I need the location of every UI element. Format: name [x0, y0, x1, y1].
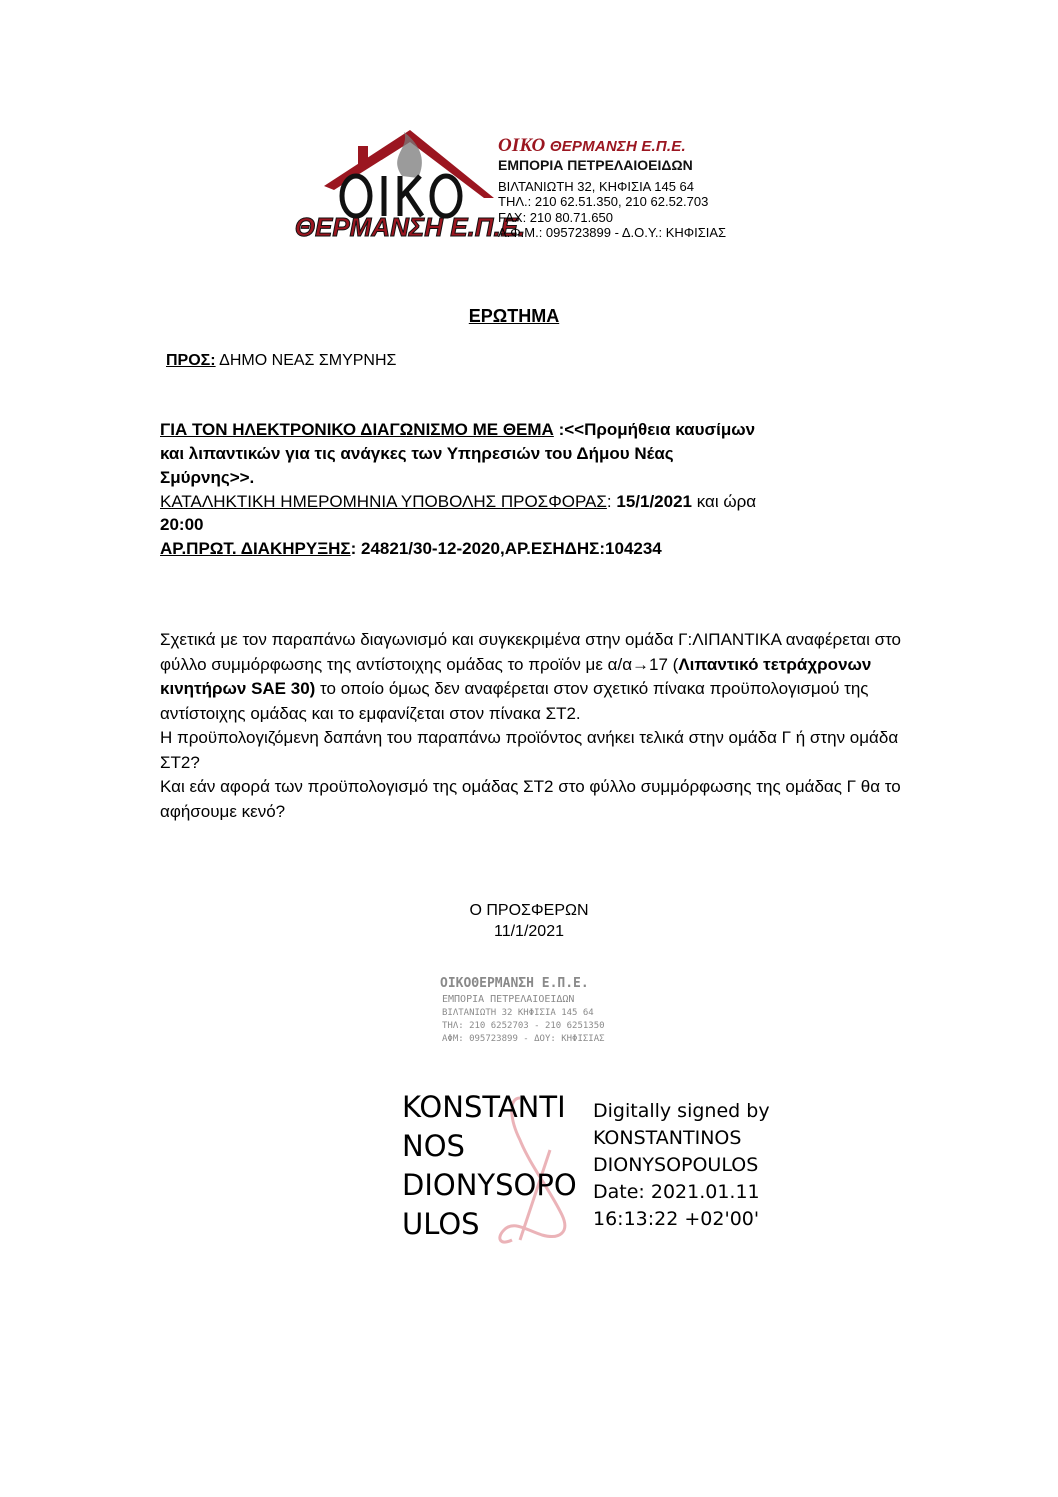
letterhead-fax: FAX: 210 80.71.650	[498, 210, 613, 225]
stamp-line-4: ΤΗΛ: 210 6252703 - 210 6251350	[442, 1021, 605, 1031]
body-paragraph-3: Και εάν αφορά των προϋπολογισμό της ομάδας ΣΤ2 στο φύλλο συμμόρφωσης της ομάδας Γ θα το αφήσουμε κενό?	[160, 777, 901, 821]
letterhead-business: ΕΜΠΟΡΙΑ ΠΕΤΡΕΛΑΙΟΕΙΔΩΝ	[498, 157, 693, 173]
subject-label: ΓΙΑ ΤΟΝ ΗΛΕΚΤΡΟΝΙΚΟ ΔΙΑΓΩΝΙΣΜΟ ΜΕ ΘΕΜΑ	[160, 420, 554, 439]
letterhead-phone: ΤΗΛ.: 210 62.51.350, 210 62.52.703	[498, 194, 709, 209]
signer-name-line: ULOS	[402, 1207, 480, 1241]
signature-info	[593, 1098, 770, 1233]
subject-sep: :	[553, 420, 565, 439]
body-p1-end: το οποίο όμως δεν αναφέρεται στον σχετικό πίνακα προϋπολογισμού της αντίστοιχης ομάδας και το εμφανίζεται στον πίνακα ΣΤ2.	[160, 679, 869, 723]
subject-line-2: και λιπαντικών για τις ανάγκες των Υπηρεσιών του Δήμου Νέας	[160, 444, 674, 463]
letterhead-company	[498, 137, 686, 155]
signer-name-line: DIONYSOPO	[402, 1168, 577, 1202]
signer-name	[402, 1088, 577, 1244]
stamp-line-5: ΑΦΜ: 095723899 - ΔΟΥ: ΚΗΦΙΣΙΑΣ	[442, 1034, 605, 1044]
signer-name-line: KONSTANTI	[402, 1090, 566, 1124]
closing-date: 11/1/2021	[494, 923, 564, 940]
logo-wordmark: ΘΕΡΜΑΝΣΗ Ε.Π.Ε.	[294, 212, 526, 242]
body-p1-product: Λιπαντικό τετράχρονων κινητήρων SAE 30)	[160, 654, 872, 698]
stamp-line-2: ΕΜΠΟΡΙΑ ΠΕΤΡΕΛΑΙΟΕΙΔΩΝ	[442, 994, 575, 1005]
letterhead-company-name: ΘΕΡΜΑΝΣΗ Ε.Π.Ε.	[549, 138, 686, 155]
closing-block	[0, 900, 1058, 942]
document-title: ΕΡΩΤΗΜΑ	[468, 306, 560, 326]
stamp-line-3: ΒΙΛΤΑΝΙΩΤΗ 32 ΚΗΦΙΣΙΑ 145 64	[442, 1008, 594, 1018]
signature-info-line: Date: 2021.01.11	[593, 1181, 760, 1203]
body-paragraph-2: Η προϋπολογιζόμενη δαπάνη του παραπάνω προϊόντος ανήκει τελικά στην ομάδα Γ ή στην ομάδα ΣΤ2?	[160, 728, 899, 772]
signature-info-line: Digitally signed by	[593, 1100, 770, 1122]
signer-name-line: NOS	[402, 1129, 465, 1163]
closing-role: Ο ΠΡΟΣΦΕΡΩΝ	[469, 902, 589, 919]
signature-info-line: DIONYSOPOULOS	[593, 1154, 759, 1176]
reference-line	[160, 537, 900, 560]
deadline-label: ΚΑΤΑΛΗΚΤΙΚΗ ΗΜΕΡΟΜΗΝΙΑ ΥΠΟΒΟΛΗΣ ΠΡΟΣΦΟΡΑΣ	[160, 492, 607, 511]
subject-text: <<Προμήθεια καυσίμων	[564, 420, 756, 439]
logo-mark-oiko	[342, 176, 460, 216]
reference-colon: :	[350, 539, 362, 558]
subject-line-1	[160, 418, 900, 441]
recipient-label: ΠΡΟΣ:	[166, 352, 216, 369]
company-stamp	[436, 971, 624, 1051]
signature-info-line: KONSTANTINOS	[593, 1127, 742, 1149]
signature-info-line: 16:13:22 +02'00'	[593, 1208, 760, 1230]
letter-body	[160, 628, 908, 824]
deadline-time: 20:00	[160, 515, 204, 534]
deadline-line	[160, 490, 900, 513]
letterhead-address: ΒΙΛΤΑΝΙΩΤΗ 32, ΚΗΦΙΣΙΑ 145 64	[498, 179, 695, 194]
stamp-line-1: ΟΙΚΟΘΕΡΜΑΝΣΗ Ε.Π.Ε.	[440, 976, 589, 991]
body-paragraph-1	[160, 628, 908, 726]
reference-label: ΑΡ.ΠΡΩΤ. ΔΙΑΚΗΡΥΞΗΣ	[160, 539, 351, 558]
deadline-mid: και ώρα	[692, 492, 757, 511]
letterhead-prefix: ΟΙΚΟ	[498, 135, 546, 156]
body-p1-start: Σχετικά με τον παραπάνω διαγωνισμό και συγκεκριμένα στην ομάδα Γ:ΛΙΠΑΝΤΙΚΑ αναφέρεται στο φύλλο συμμόρφωσης της αντίστοιχης ομάδας το προϊόν με α/α→17 (	[160, 630, 902, 674]
deadline-date: 15/1/2021	[616, 492, 692, 511]
letterhead-tax: Α.Φ.Μ.: 095723899 - Δ.Ο.Υ.: ΚΗΦΙΣΙΑΣ	[498, 225, 727, 240]
recipient-line	[166, 352, 396, 370]
subject-line-3: Σμύρνης>>.	[160, 468, 255, 487]
reference-value: 24821/30-12-2020,ΑΡ.ΕΣΗΔΗΣ:104234	[361, 539, 662, 558]
deadline-colon: :	[606, 492, 617, 511]
recipient-value: ΔΗΜΟ ΝΕΑΣ ΣΜΥΡΝΗΣ	[219, 352, 397, 369]
